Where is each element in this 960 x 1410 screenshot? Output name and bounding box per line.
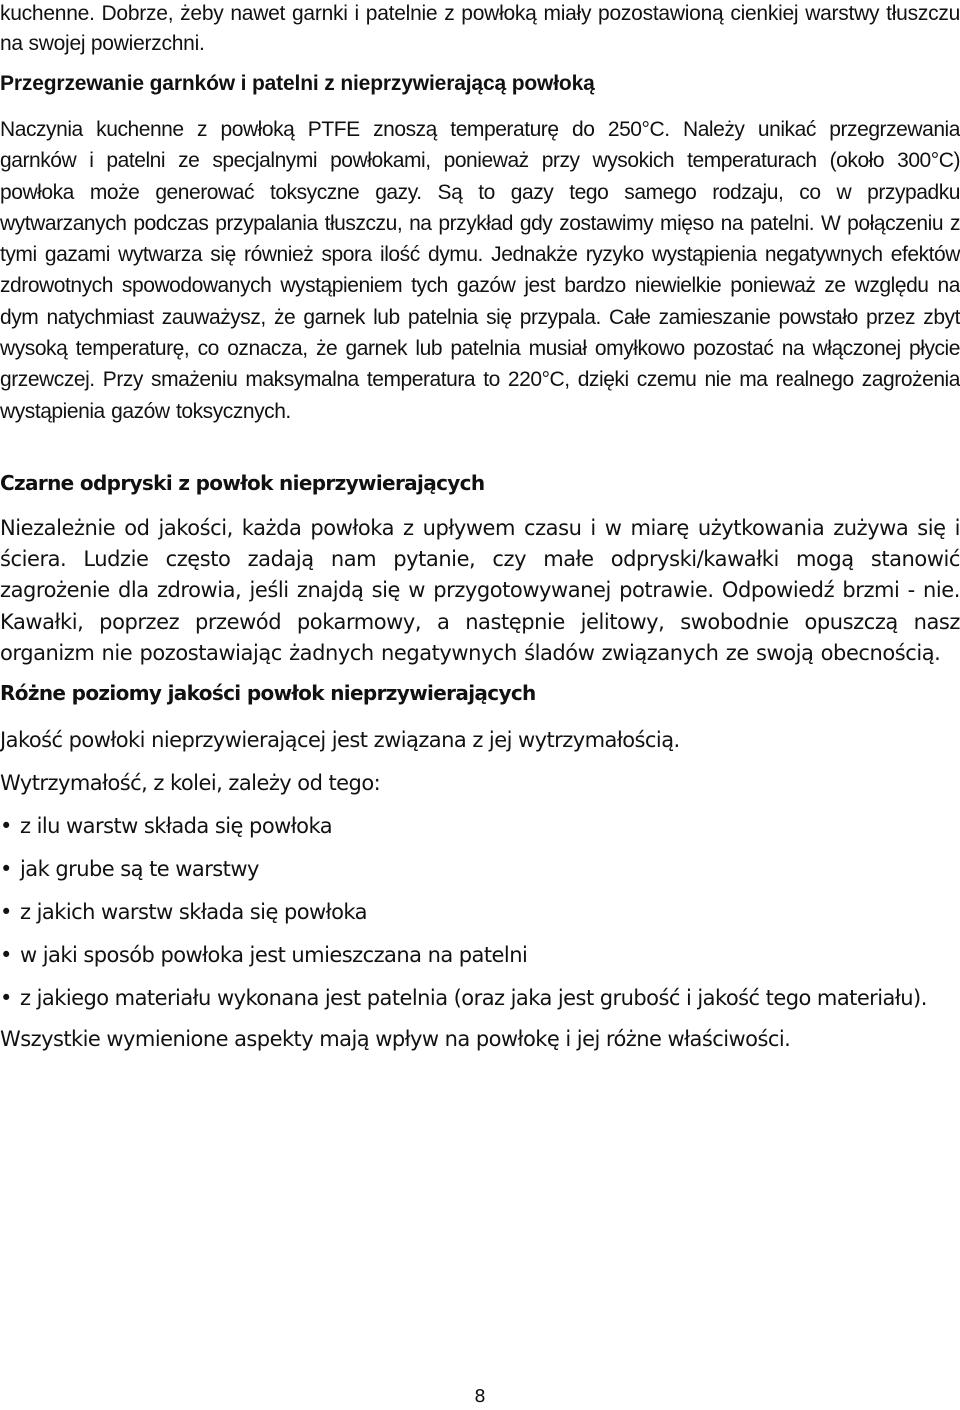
section-heading-chips: Czarne odpryski z powłok nieprzywierających bbox=[0, 471, 485, 495]
list-item bbox=[0, 854, 960, 884]
bullet-glyph: • bbox=[0, 857, 12, 881]
list-item-text: w jaki sposób powłoka jest umieszczana na patelni bbox=[20, 943, 528, 967]
page-number: 8 bbox=[474, 1386, 486, 1407]
durability-factors-list bbox=[0, 811, 960, 1026]
intro-paragraph: kuchenne. Dobrze, żeby nawet garnki i patelnie z powłoką miały pozostawioną cienkiej warstwy tłuszczu na swojej powierzchni. bbox=[0, 2, 960, 55]
list-item bbox=[0, 811, 960, 841]
paragraph-chips: Niezależnie od jakości, każda powłoka z upływem czasu i w miarę użytkowania zużywa się i ściera. Ludzie często zadają nam pytanie, czy małe odpryski/kawałki mogą stanowić zagrożenie dla zdrowia, jeśli znajdą się w przygotowywanej potrawie. Odpowiedź brzmi - nie. Kawałki, poprzez przewód pokarmowy, a następnie jelitowy, swobodnie opuszczą nasz organizm nie pozostawiając żadnych negatywnych śladów związanych ze swoją obecnością. bbox=[0, 516, 960, 665]
list-item bbox=[0, 983, 960, 1013]
bullet-glyph: • bbox=[0, 814, 12, 838]
list-item-text: z jakich warstw składa się powłoka bbox=[20, 900, 367, 924]
bullet-glyph: • bbox=[0, 900, 12, 924]
list-item bbox=[0, 897, 960, 927]
list-item-text: jak grube są te warstwy bbox=[20, 857, 259, 881]
bullet-glyph: • bbox=[0, 943, 12, 967]
closing-paragraph: Wszystkie wymienione aspekty mają wpływ na powłokę i jej różne właściwości. bbox=[0, 1027, 791, 1051]
paragraph-overheating: Naczynia kuchenne z powłoką PTFE znoszą temperaturę do 250°C. Należy unikać przegrzewania garnków i patelni ze specjalnymi powłokami, ponieważ przy wysokich temperaturach (około 300°C) powłoka może generować toksyczne gazy. Są to gazy tego samego rodzaju, co w przypadku wytwarzanych podczas przypalania tłuszczu, na przykład gdy zostawimy mięso na patelni. W połączeniu z tymi gazami wytwarza się również spora ilość dymu. Jednakże ryzyko wystąpienia negatywnych efektów zdrowotnych spowodowanych wystąpieniem tych gazów jest bardzo niewielkie ponieważ ze względu na dym natychmiast zauważysz, że garnek lub patelnia się przypala. Całe zamieszanie powstało przez zbyt wysoką temperaturę, co oznacza, że garnek lub patelnia musiał omyłkowo pozostać na włączonej płycie grzewczej. Przy smażeniu maksymalna temperatura to 220°C, dzięki czemu nie ma realnego zagrożenia wystąpienia gazów toksycznych. bbox=[0, 118, 960, 423]
list-item-text: z ilu warstw składa się powłoka bbox=[20, 814, 333, 838]
list-item bbox=[0, 940, 960, 970]
bullet-glyph: • bbox=[0, 986, 12, 1010]
section-heading-quality: Różne poziomy jakości powłok nieprzywierających bbox=[0, 681, 536, 705]
list-item-text: z jakiego materiału wykonana jest patelnia (oraz jaka jest grubość i jakość tego materiału). bbox=[20, 986, 927, 1010]
paragraph-durability-intro: Wytrzymałość, z kolei, zależy od tego: bbox=[0, 771, 381, 795]
section-heading-overheating: Przegrzewanie garnków i patelni z nieprzywierającą powłoką bbox=[0, 72, 595, 95]
paragraph-quality-intro: Jakość powłoki nieprzywierającej jest związana z jej wytrzymałością. bbox=[0, 728, 680, 752]
